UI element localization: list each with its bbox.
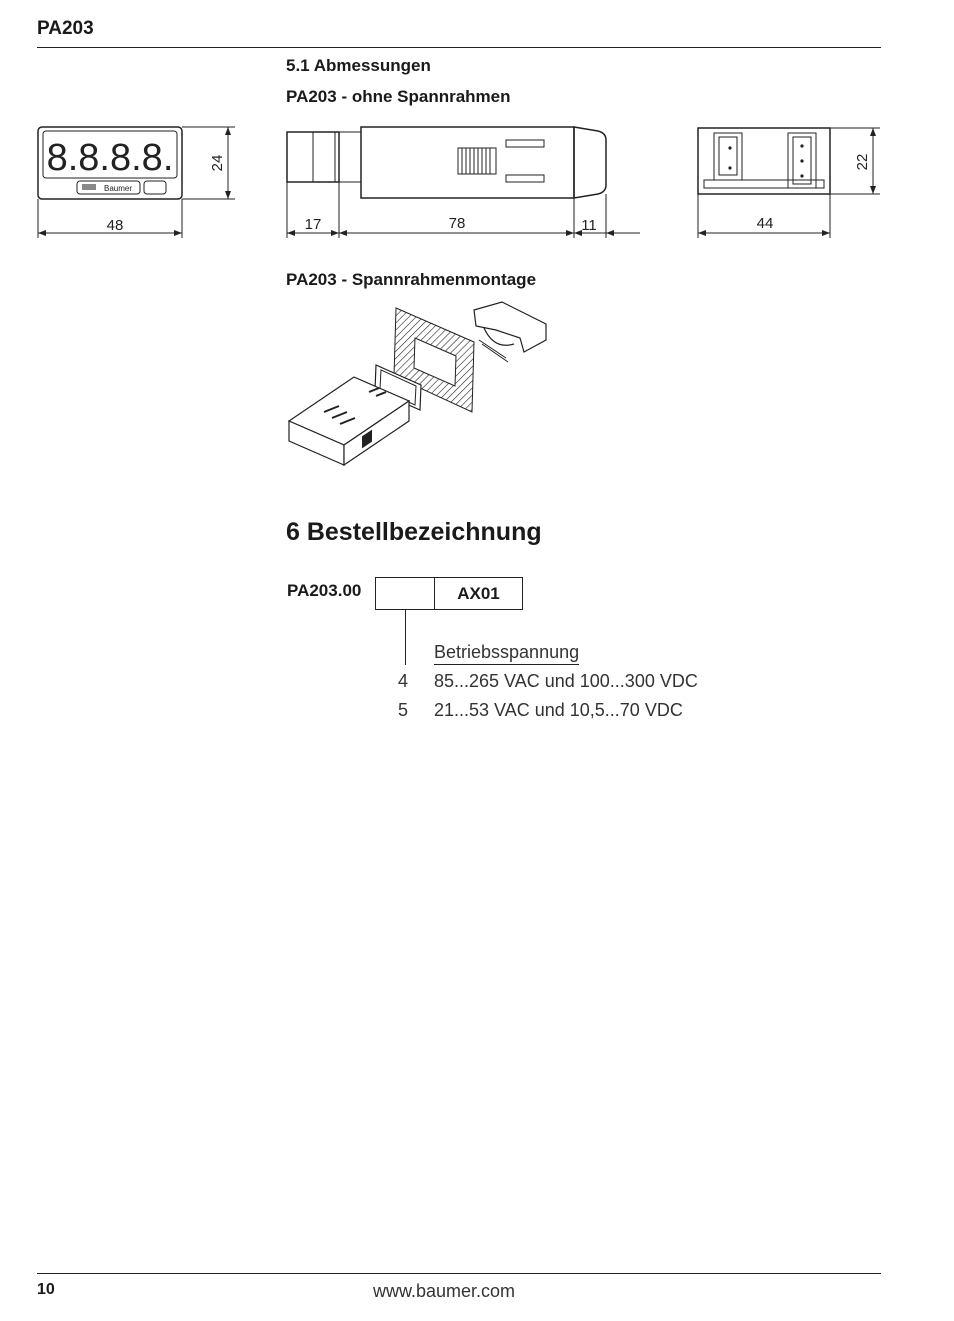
side-dim-a: 17: [304, 216, 322, 233]
order-code-prefix: PA203.00: [287, 581, 362, 600]
side-dim-c: 11: [581, 217, 597, 234]
side-view-drawing: [280, 118, 645, 243]
section-heading-dimensions: 5.1 Abmessungen: [286, 56, 431, 75]
footer-url: www.baumer.com: [373, 1281, 516, 1301]
option-code-4: 4: [398, 671, 409, 691]
subheading-frame-mounting: PA203 - Spannrahmenmontage: [286, 270, 537, 289]
front-height-label: 24: [209, 154, 226, 172]
option-text-4: 85...265 VAC und 100...300 VDC: [434, 671, 698, 691]
mounting-illustration: [284, 300, 554, 475]
order-code-suffix: AX01: [434, 577, 523, 610]
option-connector-line: [405, 610, 406, 665]
rear-view-drawing: [690, 118, 885, 243]
subheading-without-frame: PA203 - ohne Spannrahmen: [286, 87, 511, 106]
side-dim-b: 78: [448, 215, 466, 232]
front-view-drawing: [30, 118, 245, 243]
section-heading-order: 6 Bestellbezeichnung: [286, 518, 542, 546]
header-rule: [37, 47, 881, 48]
option-text-5: 21...53 VAC und 10,5...70 VDC: [434, 700, 683, 720]
order-code-option-box: [375, 577, 435, 610]
display-digits: 8.8.8.8.: [46, 137, 174, 179]
page-number: 10: [37, 1281, 55, 1298]
footer-rule: [37, 1273, 881, 1274]
front-width-label: 48: [106, 217, 124, 234]
document-header-title: PA203: [37, 18, 94, 39]
brand-label: Baumer: [103, 184, 133, 193]
option-code-5: 5: [398, 700, 409, 720]
rear-width-label: 44: [756, 215, 774, 232]
option-title: Betriebsspannung: [434, 642, 579, 665]
rear-height-label: 22: [854, 153, 871, 171]
